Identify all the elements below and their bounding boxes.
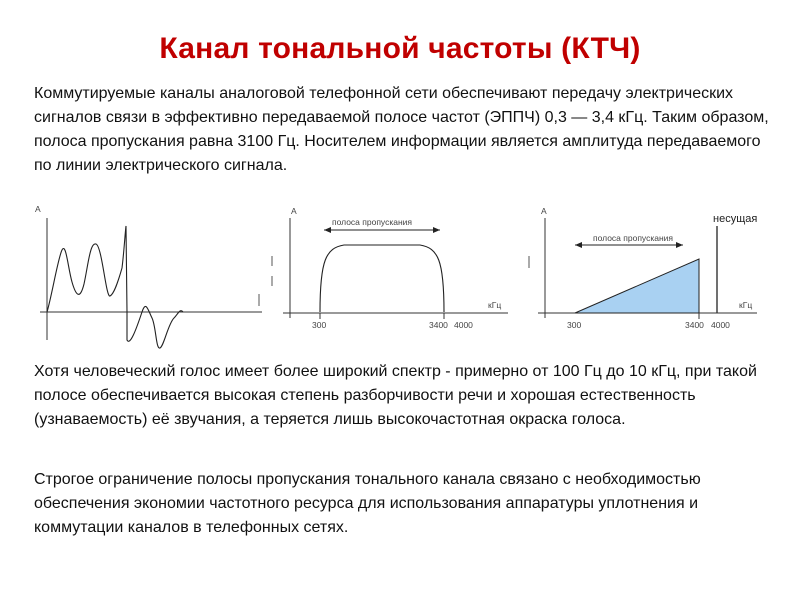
tick-300: 300 [312, 320, 327, 330]
signal-figure [30, 200, 270, 360]
carrier-label: несущая [713, 213, 758, 225]
unit-label: кГц [488, 300, 502, 310]
page-title: Канал тональной частоты (КТЧ) [159, 32, 641, 65]
intro-paragraph: Коммутируемые каналы аналоговой телефонной сети обеспечивают передачу электрических сигналов связи в эффективно передаваемой полосе частот (ЭППЧ) 0,3 — 3,4 кГц. Таким образом, полоса пропускания равна 3100 Гц. Носителем информации является амплитуда передаваемого по линии электрического сигнала. [34, 85, 769, 174]
unit-label: кГц [739, 300, 753, 310]
carrier-figure [525, 200, 770, 340]
band-label: полоса пропускания [332, 217, 413, 227]
passband-figure [268, 200, 528, 340]
tick-4000: 4000 [711, 320, 730, 330]
band-label: полоса пропускания [593, 233, 674, 243]
axis-label-a: A [541, 206, 547, 216]
bandwidth-limit-paragraph: Строгое ограничение полосы пропускания тонального канала связано с необходимостью обеспечения экономии частотного ресурса для использования аппаратуры уплотнения и коммутации каналов в телефонных сетях. [34, 471, 701, 536]
axis-label-a: A [291, 206, 297, 216]
tick-3400: 3400 [429, 320, 448, 330]
tick-4000: 4000 [454, 320, 473, 330]
axis-label-a: A [35, 204, 41, 214]
tick-300: 300 [567, 320, 582, 330]
passband-curve [320, 245, 444, 312]
tick-3400: 3400 [685, 320, 704, 330]
voice-spectrum-paragraph: Хотя человеческий голос имеет более широкий спектр - примерно от 100 Гц до 10 кГц, при такой полосе обеспечивается высокая степень разборчивости речи и хорошая естественность (узнаваемость) её звучания, а теряется лишь высокочастотная окраска голоса. [34, 363, 757, 428]
voice-waveform [47, 226, 183, 348]
signal-spectrum-fill [575, 259, 699, 313]
